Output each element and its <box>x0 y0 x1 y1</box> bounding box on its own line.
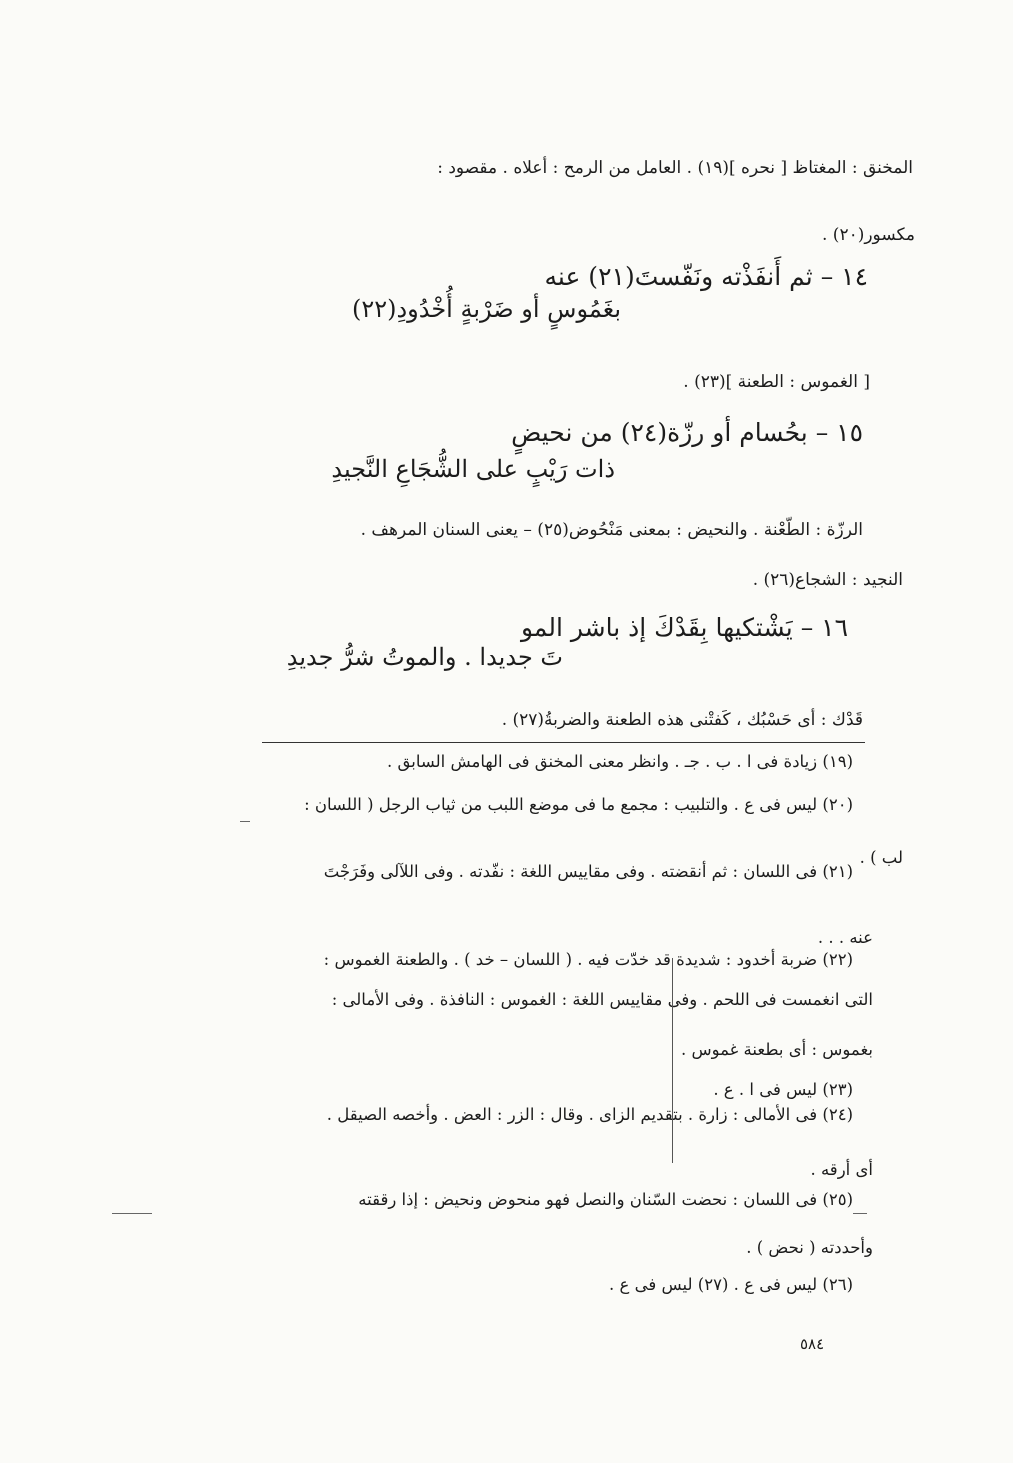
verse-16-second-hemistich: تَ جديدا . والموتُ شرُّ جديدِ <box>286 643 563 671</box>
footnote-21-continued: عنه . . . <box>817 928 873 947</box>
gloss-line-3: [ الغموس : الطعنة ](٢٣) . <box>683 372 870 392</box>
page-number: ٥٨٤ <box>800 1335 825 1353</box>
verse-14-second-hemistich: بغَمُوسٍ أو ضَرْبةٍ أُخْدُودِ(٢٢) <box>351 295 621 323</box>
footnote-24: (٢٤) فى الأمالى : زارة . بتقديم الزاى . وقال : الزر : العض . وأخصه الصيقل . <box>326 1105 853 1124</box>
verse-15-first-hemistich: ١٥ – بحُسام أو رزّة(٢٤) من نحيضٍ <box>511 418 863 447</box>
scan-margin-dash <box>112 1213 152 1214</box>
scan-vertical-line <box>672 958 673 1163</box>
verse-16-first-hemistich: ١٦ – يَشْتكيها بِقَدْكَ إذ باشر المو <box>521 613 848 642</box>
footnote-19: (١٩) زيادة فى ا . ب . جـ . وانظر معنى المخنق فى الهامش السابق . <box>387 752 853 771</box>
gloss-line-2: مكسور(٢٠) . <box>821 225 915 245</box>
footnote-25-continued: وأحددته ( نحض ) . <box>746 1238 873 1257</box>
gloss-line-1: المخنق : المغتاظ [ نحره ](١٩) . العامل من الرمح : أعلاه . مقصود : <box>437 158 913 178</box>
footnote-23: (٢٣) ليس فى ا . ع . <box>713 1080 853 1099</box>
gloss-line-4: الرزّة : الطّعْنة . والنحيض : بمعنى مَنْحُوض(٢٥) – يعنى السنان المرهف . <box>360 520 863 540</box>
scan-speck <box>240 821 250 822</box>
verse-14-first-hemistich: ١٤ – ثم أَنفَذْته ونَفّستَ(٢١) عنه <box>544 262 868 291</box>
footnote-25: (٢٥) فى اللسان : نحضت السّنان والنصل فهو منحوض ونحيض : إذا رققته <box>358 1190 853 1209</box>
footnote-22-continued-1: التى انغمست فى اللحم . وفى مقاييس اللغة : الغموس : النافذة . وفى الأمالى : <box>331 990 873 1009</box>
footnote-22: (٢٢) ضربة أخدود : شديدة قد خدّت فيه . ( اللسان – خد ) . والطعنة الغموس : <box>323 950 853 969</box>
scan-margin-dash-right <box>853 1213 867 1214</box>
footnote-24-continued: أى أرقه . <box>810 1160 873 1179</box>
footnote-separator <box>262 742 865 743</box>
footnote-21: (٢١) فى اللسان : ثم أنقضته . وفى مقاييس اللغة : نفّدته . وفى اللآلى وفَرَجْتَ <box>323 862 853 881</box>
gloss-line-5: النجيد : الشجاع(٢٦) . <box>752 570 903 590</box>
footnote-22-continued-2: بغموس : أى بطعنة غموس . <box>680 1040 873 1059</box>
footnote-20-continued: لب ) . <box>859 848 903 867</box>
verse-15-second-hemistich: ذات رَيْبٍ على الشُّجَاعِ النَّجيدِ <box>331 455 615 483</box>
gloss-line-6: قَدْك : أى حَسْبُك ، كَفتْنى هذه الطعنة والضربةُ(٢٧) . <box>501 710 863 730</box>
footnote-20: (٢٠) ليس فى ع . والتلبيب : مجمع ما فى موضع اللبب من ثياب الرجل ( اللسان : <box>304 795 853 814</box>
footnotes-26-27: (٢٦) ليس فى ع . (٢٧) ليس فى ع . <box>609 1275 853 1294</box>
